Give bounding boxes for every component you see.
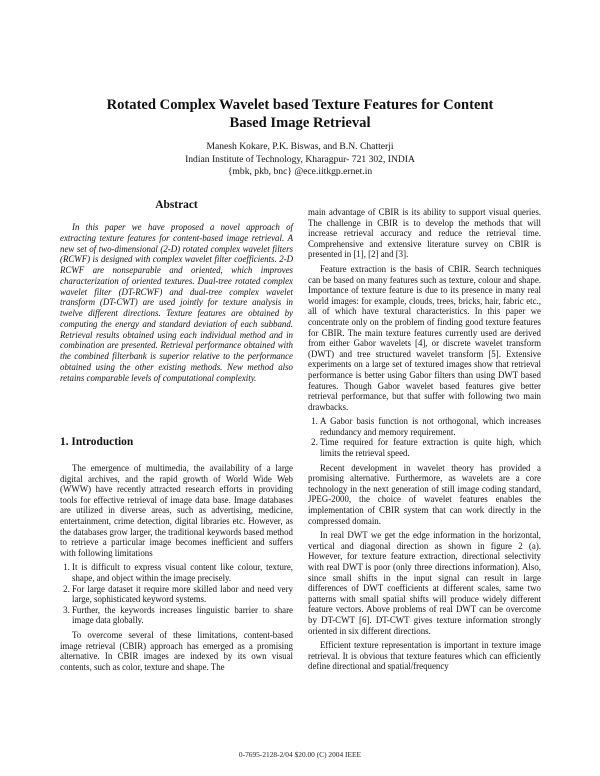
right-paragraph-3: Recent development in wavelet theory has provided a promising alternative. Furthermore, as wavelets are a core technology in the next generation of still image coding standard, JPEG-2000, the choice of wavelet features enables the implementation of CBIR system that can work directly in the compressed domain.	[308, 462, 541, 526]
list-item: 2. For large dataset it require more skilled labor and need very large, sophisticated keyword systems.	[72, 584, 293, 605]
gabor-drawbacks-list	[308, 416, 541, 458]
paper-title	[60, 96, 540, 132]
list-item: 3. Further, the keywords increases linguistic barrier to share image data globally.	[72, 605, 293, 626]
copyright-footer: 0-7695-2128-2/04 $20.00 (C) 2004 IEEE	[238, 750, 362, 759]
title-line-2: Based Image Retrieval	[229, 115, 371, 131]
abstract-text: In this paper we have proposed a novel approach of extracting texture features for content-based image retrieval. A new set of two-dimensional (2-D) rotated complex wavelet filters (RCWF) is designed with complex wavelet filter coefficients. 2-D RCWF are nonseparable and oriented, which improves characterization of oriented textures. Dual-tree rotated complex wavelet filter (DT-RCWF) and dual-tree complex wavelet transform (DT-CWT) are used jointly for texture analysis in twelve different directions. Texture features are obtained by computing the energy and standard deviation of each subband. Retrieval results obtained using each individual method and in combination are presented. Retrieval performance obtained with the combined filterbank is superior relative to the performance obtained using the other existing methods. New method also retains comparable levels of computational complexity.	[60, 222, 293, 383]
affiliation: Indian Institute of Technology, Kharagpur- 721 302, INDIA	[185, 153, 415, 165]
introduction-body	[60, 463, 293, 676]
right-paragraph-5: Efficient texture representation is important in texture image retrieval. It is obvious that texture features which can efficiently define directional and spatial/frequency	[308, 640, 541, 672]
introduction-heading: 1. Introduction	[60, 436, 134, 448]
title-line-1: Rotated Complex Wavelet based Texture Features for Content	[106, 97, 494, 113]
right-paragraph-2: Feature extraction is the basis of CBIR. Search techniques can be based on many features such as texture, colour and shape. Importance of texture feature is due to its presence in many real world images: for example, clouds, trees, bricks, hair, fabric etc., all of which have textural characteristics. In this paper we concentrate only on the problem of finding good texture features for CBIR. The main texture features currently used are derived from either Gabor wavelets [4], or discrete wavelet transform (DWT) and tree structured wavelet transform [5]. Extensive experiments on a large set of textured images show that retrieval performance is better using Gabor filters than using DWT based features. Though Gabor wavelet based features give better retrieval performance, but that suffer with following two main drawbacks.	[308, 263, 541, 412]
authors: Manesh Kokare, P.K. Biswas, and B.N. Chatterji	[206, 141, 394, 152]
intro-paragraph-2: To overcome several of these limitations, content-based image retrieval (CBIR) approach has emerged as a promising alternative. In CBIR images are indexed by its own visual contents, such as color, texture and shape. The	[60, 629, 293, 672]
right-column	[308, 207, 541, 676]
abstract-heading: Abstract	[155, 199, 198, 211]
email: {mbk, pkb, bnc} @ece.iitkgp.ernet.in	[227, 166, 373, 178]
author-block	[100, 141, 500, 179]
right-paragraph-4: In real DWT we get the edge information in the horizontal, vertical and diagonal direction as shown in figure 2 (a). However, for texture feature extraction, directional selectivity with real DWT is poor (only three directions information). Also, since small shifts in the input signal can result in large differences of DWT coefficients at different scales, same two patterns with small spatial shifts will produce widely different feature vectors. Above problems of real DWT can be overcome by DT-CWT [6]. DT-CWT gives texture information strongly oriented in six different directions.	[308, 530, 541, 636]
list-item: 1. It is difficult to express visual content like colour, texture, shape, and object within the image precisely.	[72, 562, 293, 583]
intro-paragraph-1: The emergence of multimedia, the availability of a large digital archives, and the rapid growth of World Wide Web (WWW) have recently attracted research efforts in providing tools for effective retrieval of image data base. Image databases are utilized in diverse areas, such as advertising, medicine, entertainment, crime detection, digital libraries etc. However, as the databases grow larger, the traditional keywords based method to retrieve a particular image becomes inefficient and suffers with following limitations	[60, 463, 293, 558]
intro-limitations-list	[60, 562, 293, 626]
list-item: 1. A Gabor basis function is not orthogonal, which increases redundancy and memory requirement.	[320, 416, 541, 437]
list-item: 2. Time required for feature extraction is quite high, which limits the retrieval speed.	[320, 437, 541, 458]
right-paragraph-1: main advantage of CBIR is its ability to support visual queries. The challenge in CBIR is to develop the methods that will increase retrieval accuracy and reduce the retrieval time. Comprehensive and extensive literature survey on CBIR is presented in [1], [2] and [3].	[308, 207, 541, 260]
